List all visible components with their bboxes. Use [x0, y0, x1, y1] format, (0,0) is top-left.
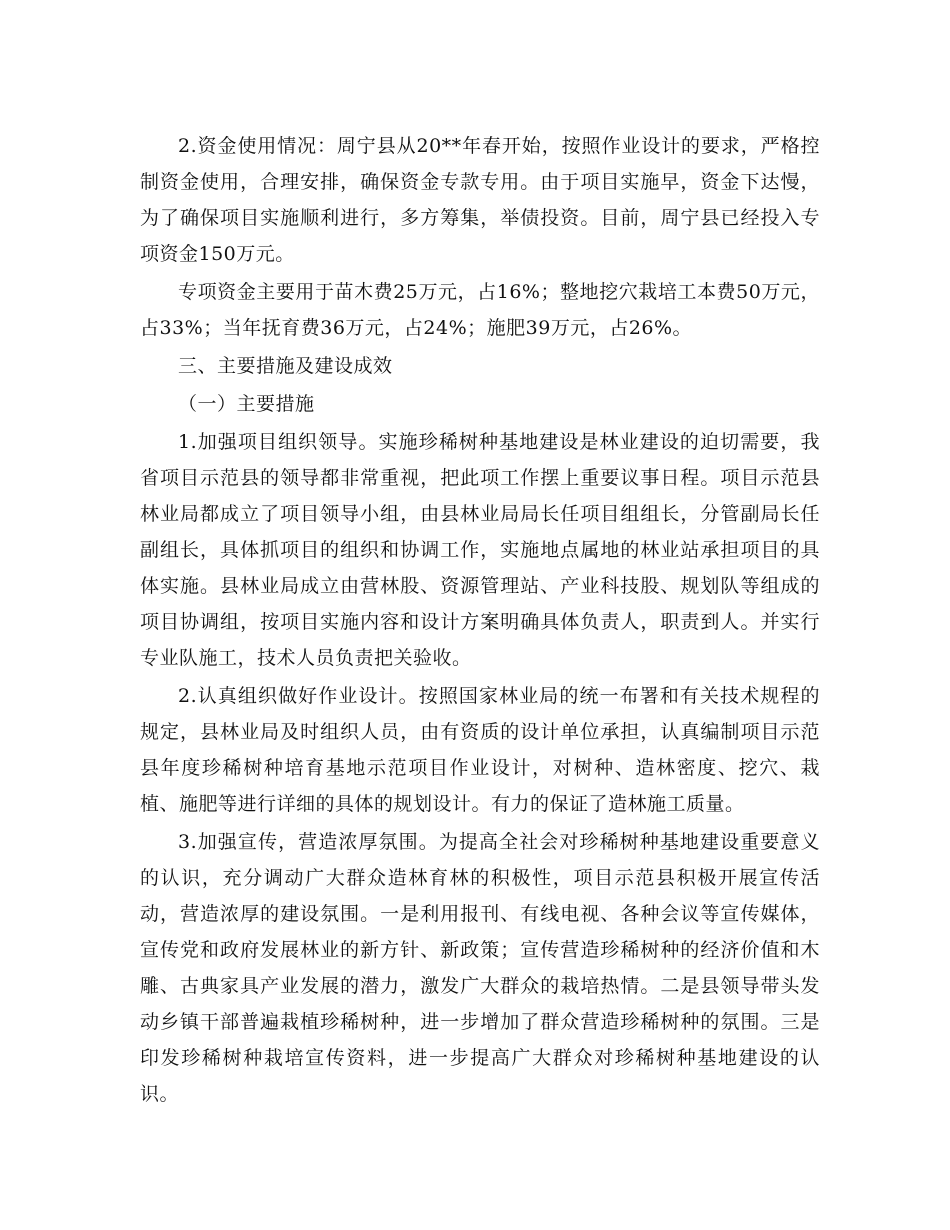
paragraph-organization-leadership: 1.加强项目组织领导。实施珍稀树种基地建设是林业建设的迫切需要，我省项目示范县的领导都非常重视，把此项工作摆上重要议事日程。项目示范县林业局都成立了项目领导小组，由县林业局局长任项目组组长，分管副局长任副组长，具体抓项目的组织和协调工作，实施地点属地的林业站承担项目的具体实施。县林业局成立由营林股、资源管理站、产业科技股、规划队等组成的项目协调组，按项目实施内容和设计方案明确具体负责人，职责到人。并实行专业队施工，技术人员负责把关验收。: [140, 431, 820, 669]
paragraph-fund-allocation: 专项资金主要用于苗木费25万元，占16%；整地挖穴栽培工本费50万元，占33%；当年抚育费36万元，占24%；施肥39万元，占26%。: [140, 281, 820, 339]
section-heading-measures: 三、主要措施及建设成效: [178, 355, 393, 377]
document-body: [140, 128, 820, 1112]
paragraph-publicity: 3.加强宣传，营造浓厚氛围。为提高全社会对珍稀树种基地建设重要意义的认识，充分调动广大群众造林育林的积极性，项目示范县积极开展宣传活动，营造浓厚的建设氛围。一是利用报刊、有线电视、各种会议等宣传媒体，宣传党和政府发展林业的新方针、新政策；宣传营造珍稀树种的经济价值和木雕、古典家具产业发展的潜力，激发广大群众的栽培热情。二是县领导带头发动乡镇干部普遍栽植珍稀树种，进一步增加了群众营造珍稀树种的氛围。三是印发珍稀树种栽培宣传资料，进一步提高广大群众对珍稀树种基地建设的认识。: [140, 831, 820, 1105]
paragraph-operation-design: 2.认真组织做好作业设计。按照国家林业局的统一布署和有关技术规程的规定，县林业局及时组织人员，由有资质的设计单位承担，认真编制项目示范县年度珍稀树种培育基地示范项目作业设计，对树种、造林密度、挖穴、栽植、施肥等进行详细的具体的规划设计。有力的保证了造林施工质量。: [140, 685, 820, 815]
paragraph-fund-usage: 2.资金使用情况：周宁县从20**年春开始，按照作业设计的要求，严格控制资金使用，合理安排，确保资金专款专用。由于项目实施早，资金下达慢，为了确保项目实施顺利进行，多方筹集，举债投资。目前，周宁县已经投入专项资金150万元。: [140, 135, 820, 265]
subsection-heading-main-measures: （一）主要措施: [178, 393, 315, 415]
